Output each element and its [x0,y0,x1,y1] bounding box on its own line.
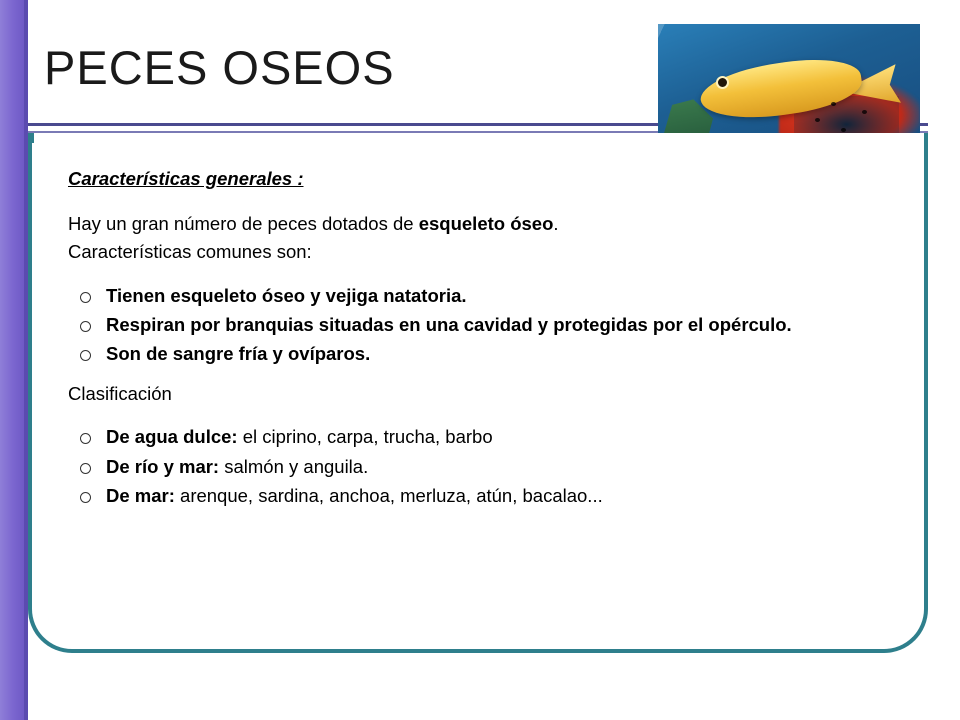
list-item [68,455,898,479]
classification-value-text: arenque, sardina, anchoa, merluza, atún, bacalao... [174,485,603,507]
list-item [68,313,898,337]
intro-line-1-text: Hay un gran número de peces dotados de esqueleto óseo. [68,212,559,234]
feature-text: Son de sangre fría y ovíparos. [106,343,371,365]
left-decorative-band [0,0,24,720]
classification-label-text: De agua dulce: [106,426,238,448]
list-item [68,484,898,508]
slide-content [68,166,898,514]
feature-text: Tienen esqueleto óseo y vejiga natatoria. [106,284,467,306]
classification-list [68,425,898,508]
page-title: PECES OSEOS [44,41,395,94]
list-item [68,342,898,366]
spacer [68,268,898,284]
intro-emphasis: esqueleto óseo [418,212,554,234]
classification-value-text: salmón y anguila. [219,455,369,477]
classification-label-text: De río y mar: [106,455,220,477]
list-item [68,425,898,449]
spacer [68,372,898,381]
list-item [68,284,898,308]
section-heading: Características generales : [68,168,304,189]
photo-speck [831,102,836,106]
classification-label-text: De mar: [106,485,175,507]
spacer [68,195,898,211]
photo-speck [815,118,820,122]
classification-label: Clasificación [68,382,172,404]
classification-value-text: el ciprino, carpa, trucha, barbo [237,426,493,448]
feature-text: Respiran por branquias situadas en una cavidad y protegidas por el opérculo. [106,313,792,335]
intro-line-2: Características comunes son: [68,241,312,263]
intro-line-1 [68,211,898,237]
panel-corner-cap [28,133,34,143]
fish-eye [716,76,729,89]
features-list [68,284,898,367]
spacer [68,409,898,425]
